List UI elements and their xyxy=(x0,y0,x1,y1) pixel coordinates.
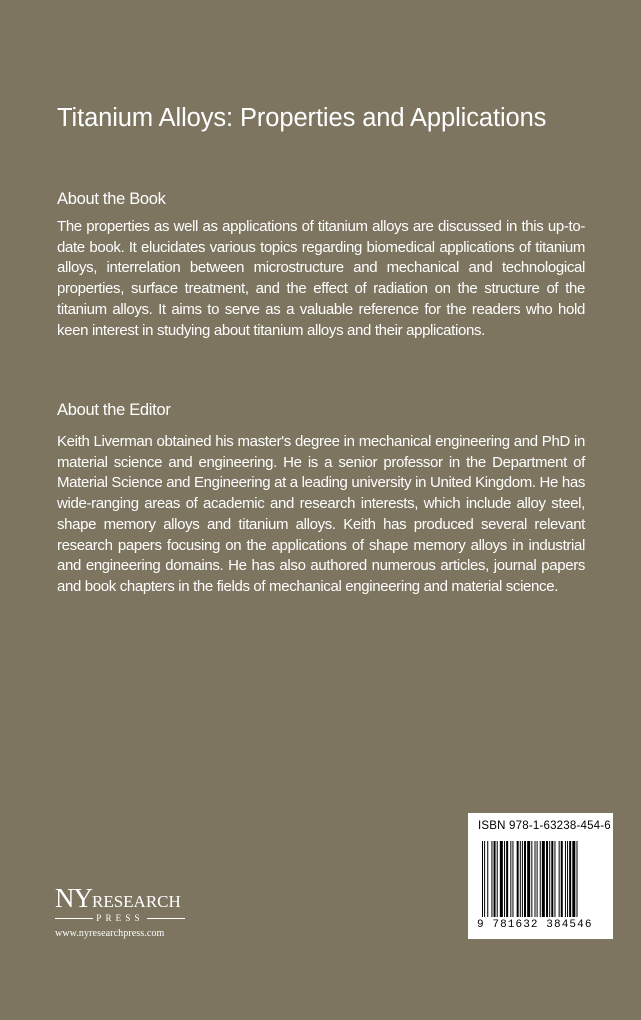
publisher-logo-ny: NY xyxy=(55,883,92,913)
barcode-bar xyxy=(512,841,513,917)
about-editor-text: Keith Liverman obtained his master's degree in mechanical engineering and PhD in material science and engineering. He is a senior professor in the Department of Material Science and Engineering at a leading university in United Kingdom. He has wide-ranging areas of academic and research interests, which include alloy steel, shape memory alloys and titanium alloys. Keith has produced several relevant research papers focusing on the applications of shape memory alloys in industrial and engineering domains. He has also authored numerous articles, journal papers and book chapters in the fields of mechanical engineering and material science. xyxy=(57,433,585,595)
barcode-bar xyxy=(491,841,492,917)
barcode-bar xyxy=(527,841,530,917)
publisher-logo xyxy=(55,885,205,939)
barcode-bar xyxy=(577,841,578,917)
barcode-bar xyxy=(554,841,555,917)
barcode-bar xyxy=(517,841,519,917)
barcode-bar xyxy=(540,841,541,917)
barcode-bar xyxy=(572,841,575,917)
barcode-bar xyxy=(494,841,496,917)
barcode-bar xyxy=(551,841,553,917)
barcode-bar xyxy=(561,841,563,917)
barcode-bar xyxy=(537,841,538,917)
barcode-bar xyxy=(546,841,548,917)
barcode-bar xyxy=(497,841,498,917)
barcode-bar xyxy=(500,841,503,917)
barcode-bar xyxy=(510,841,511,917)
isbn-label: ISBN 978-1-63238-454-6 xyxy=(478,820,611,832)
barcode-bar xyxy=(531,841,532,917)
barcode-bar xyxy=(559,841,560,917)
barcode-digits: 9 781632 384546 xyxy=(477,919,593,931)
barcode-bar xyxy=(535,841,536,917)
barcode-bar xyxy=(484,841,485,917)
isbn-barcode-box xyxy=(468,813,613,939)
barcode-bar xyxy=(542,841,545,917)
divider xyxy=(147,918,185,919)
about-book-heading: About the Book xyxy=(57,190,166,208)
divider xyxy=(55,918,93,919)
barcode xyxy=(482,841,600,919)
publisher-url: www.nyresearchpress.com xyxy=(55,928,165,939)
barcode-bar xyxy=(506,841,508,917)
barcode-bar xyxy=(569,841,571,917)
about-editor-heading: About the Editor xyxy=(57,401,171,419)
barcode-bar xyxy=(520,841,521,917)
barcode-bar xyxy=(565,841,566,917)
barcode-bar xyxy=(482,841,483,917)
barcode-bar xyxy=(522,841,523,917)
publisher-logo-research: RESEARCH xyxy=(92,892,181,911)
publisher-wordmark xyxy=(55,885,205,912)
barcode-bar xyxy=(549,841,550,917)
publisher-press-row xyxy=(55,913,185,923)
publisher-logo-press: PRESS xyxy=(96,913,144,923)
barcode-bar xyxy=(524,841,526,917)
barcode-bar xyxy=(504,841,505,917)
about-book-text: The properties as well as applications of titanium alloys are discussed in this up-to-date book. It elucidates various topics regarding biomedical applications of titanium alloys, interrelation between microstructure and mechanical and technological properties, surface treatment, and the effect of radiation on the structure of the titanium alloys. It aims to serve as a valuable reference for the readers who hold keen interest in studying about titanium alloys and their applications. xyxy=(57,218,585,339)
book-title: Titanium Alloys: Properties and Applications xyxy=(57,104,547,132)
barcode-bar xyxy=(567,841,568,917)
barcode-bar xyxy=(487,841,488,917)
